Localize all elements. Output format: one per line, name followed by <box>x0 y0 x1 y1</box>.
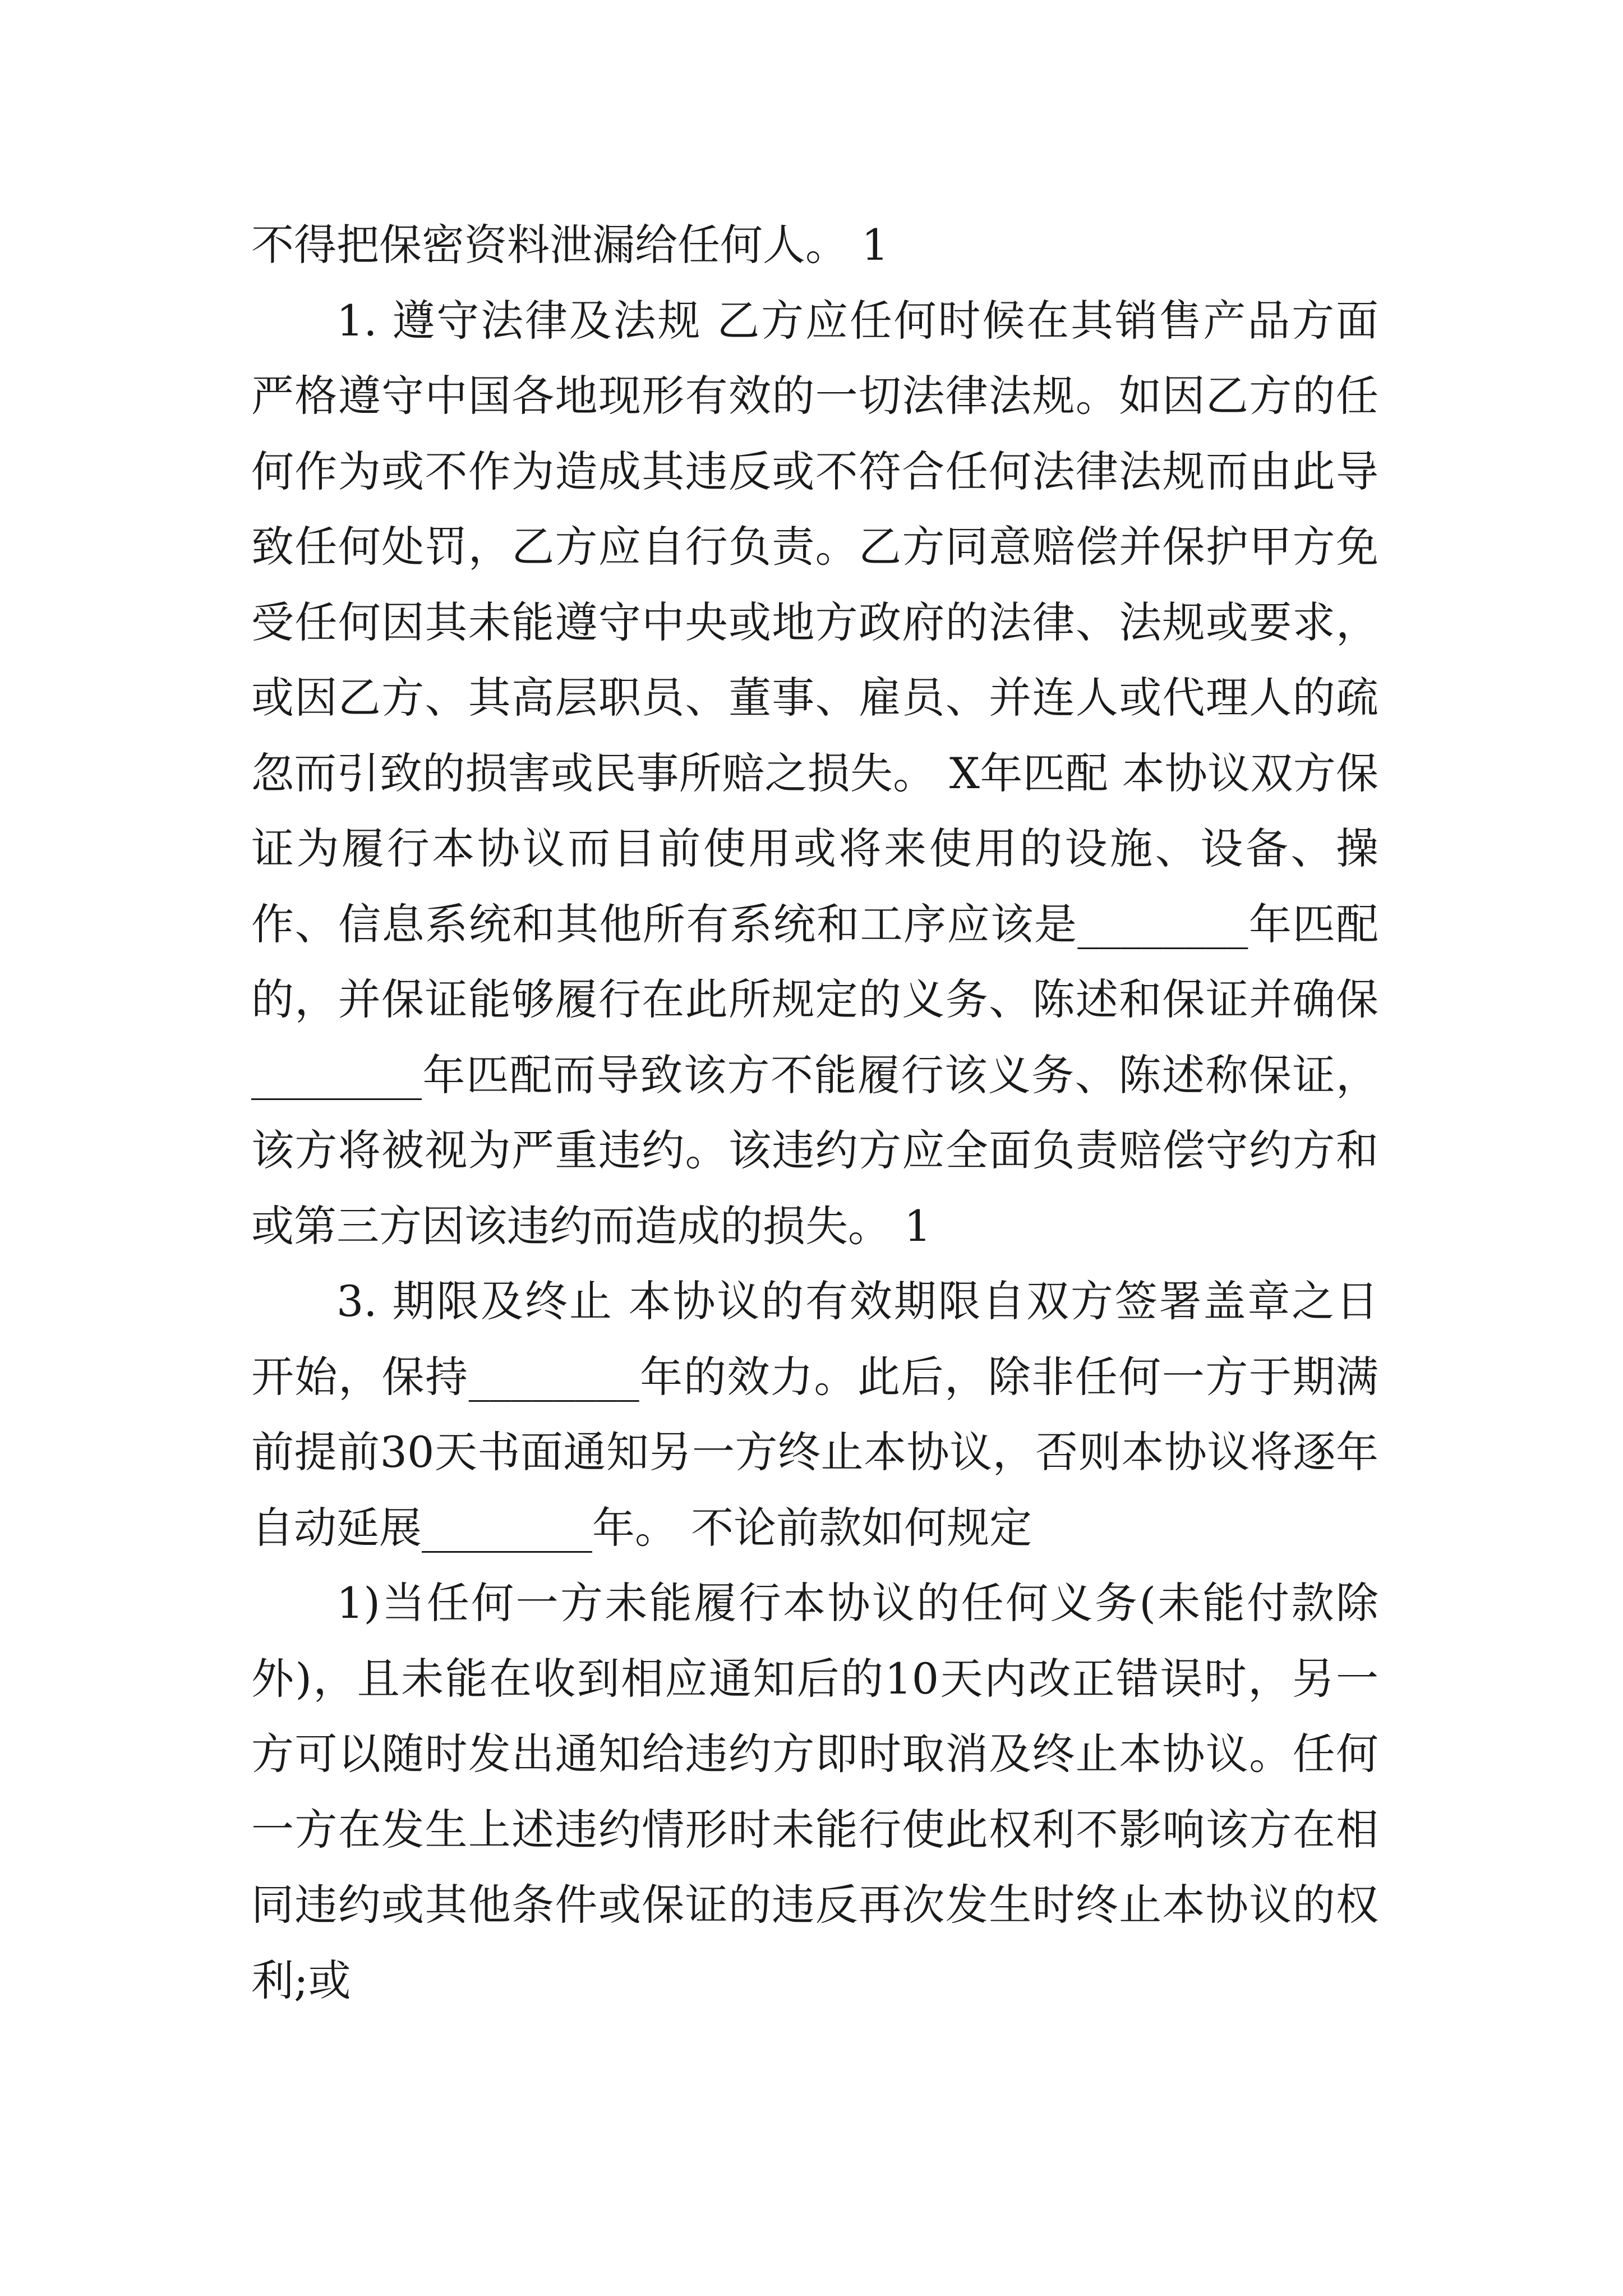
paragraph-breach-termination: 1)当任何一方未能履行本协议的任何义务(未能付款除外)，且未能在收到相应通知后的10天内改正错误时，另一方可以随时发出通知给违约方即时取消及终止本协议。任何一方在发生上述违约情形时未能行使此权利不影响该方在相同违约或其他条件或保证的违反再次发生时终止本协议的权利;或 <box>251 1578 1378 2005</box>
paragraph-term-termination: 3. 期限及终止 本协议的有效期限自双方签署盖章之日开始，保持________年的效力。此后，除非任何一方于期满前提前30天书面通知另一方终止本协议，否则本协议将逐年自动延展________年。 不论前款如何规定 <box>251 1276 1378 1553</box>
paragraph-confidentiality-end: 不得把保密资料泄漏给任何人。 1 <box>251 220 889 270</box>
document-body <box>251 208 1378 2018</box>
paragraph-compliance: 1. 遵守法律及法规 乙方应任何时候在其销售产品方面严格遵守中国各地现形有效的一切法律法规。如因乙方的任何作为或不作为造成其违反或不符合任何法律法规而由此导致任何处罚，乙方应自行负责。乙方同意赔偿并保护甲方免受任何因其未能遵守中央或地方政府的法律、法规或要求，或因乙方、其高层职员、董事、雇员、并连人或代理人的疏忽而引致的损害或民事所赔之损失。 X年匹配 本协议双方保证为履行本协议而目前使用或将来使用的设施、设备、操作、信息系统和其他所有系统和工序应该是________年匹配的，并保证能够履行在此所规定的义务、陈述和保证并确保________年匹配而导致该方不能履行该义务、陈述称保证，该方将被视为严重违约。该违约方应全面负责赔偿守约方和或第三方因该违约而造成的损失。 1 <box>251 295 1378 1251</box>
